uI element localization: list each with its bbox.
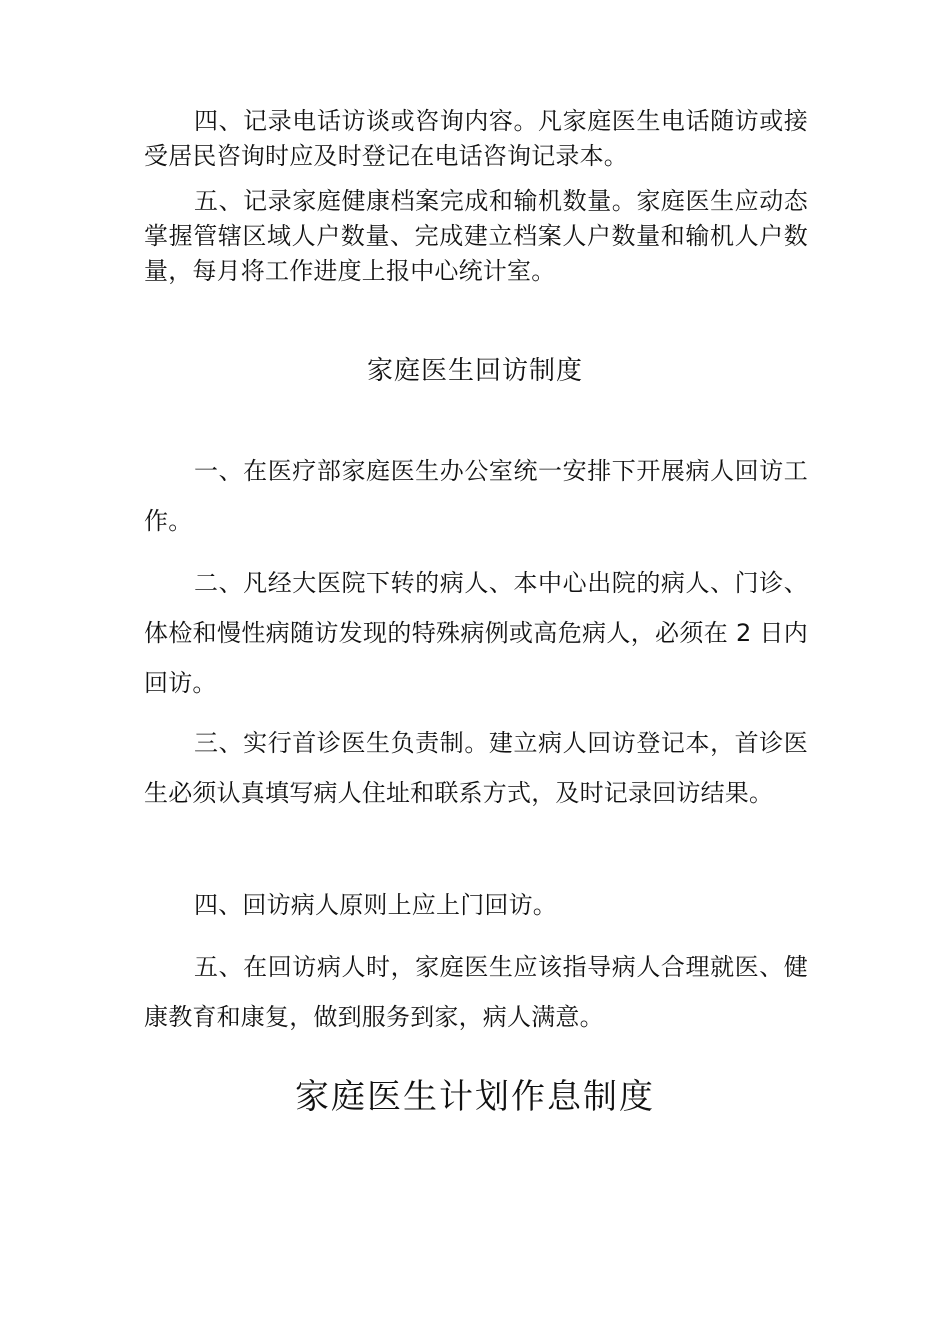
followup-item-3: 三、实行首诊医生负责制。建立病人回访登记本，首诊医生必须认真填写病人住址和联系方式，及时记录回访结果。 — [144, 729, 808, 807]
paragraph-phone-records: 四、记录电话访谈或咨询内容。凡家庭医生电话随访或接受居民咨询时应及时登记在电话咨询记录本。 — [144, 107, 808, 170]
schedule-policy-title: 家庭医生计划作息制度 — [295, 1077, 655, 1117]
followup-item-4: 四、回访病人原则上应上门回访。 — [194, 891, 557, 919]
followup-policy-title: 家庭医生回访制度 — [366, 356, 583, 386]
paragraph-health-archive-count: 五、记录家庭健康档案完成和输机数量。家庭医生应动态掌握管辖区域人户数量、完成建立档案人户数量和输机人户数量，每月将工作进度上报中心统计室。 — [144, 187, 808, 285]
followup-item-2: 二、凡经大医院下转的病人、本中心出院的病人、门诊、体检和慢性病随访发现的特殊病例或高危病人，必须在 2 日内回访。 — [144, 569, 808, 697]
followup-item-1: 一、在医疗部家庭医生办公室统一安排下开展病人回访工作。 — [144, 457, 808, 535]
followup-item-5: 五、在回访病人时，家庭医生应该指导病人合理就医、健康教育和康复，做到服务到家，病人满意。 — [144, 953, 808, 1031]
